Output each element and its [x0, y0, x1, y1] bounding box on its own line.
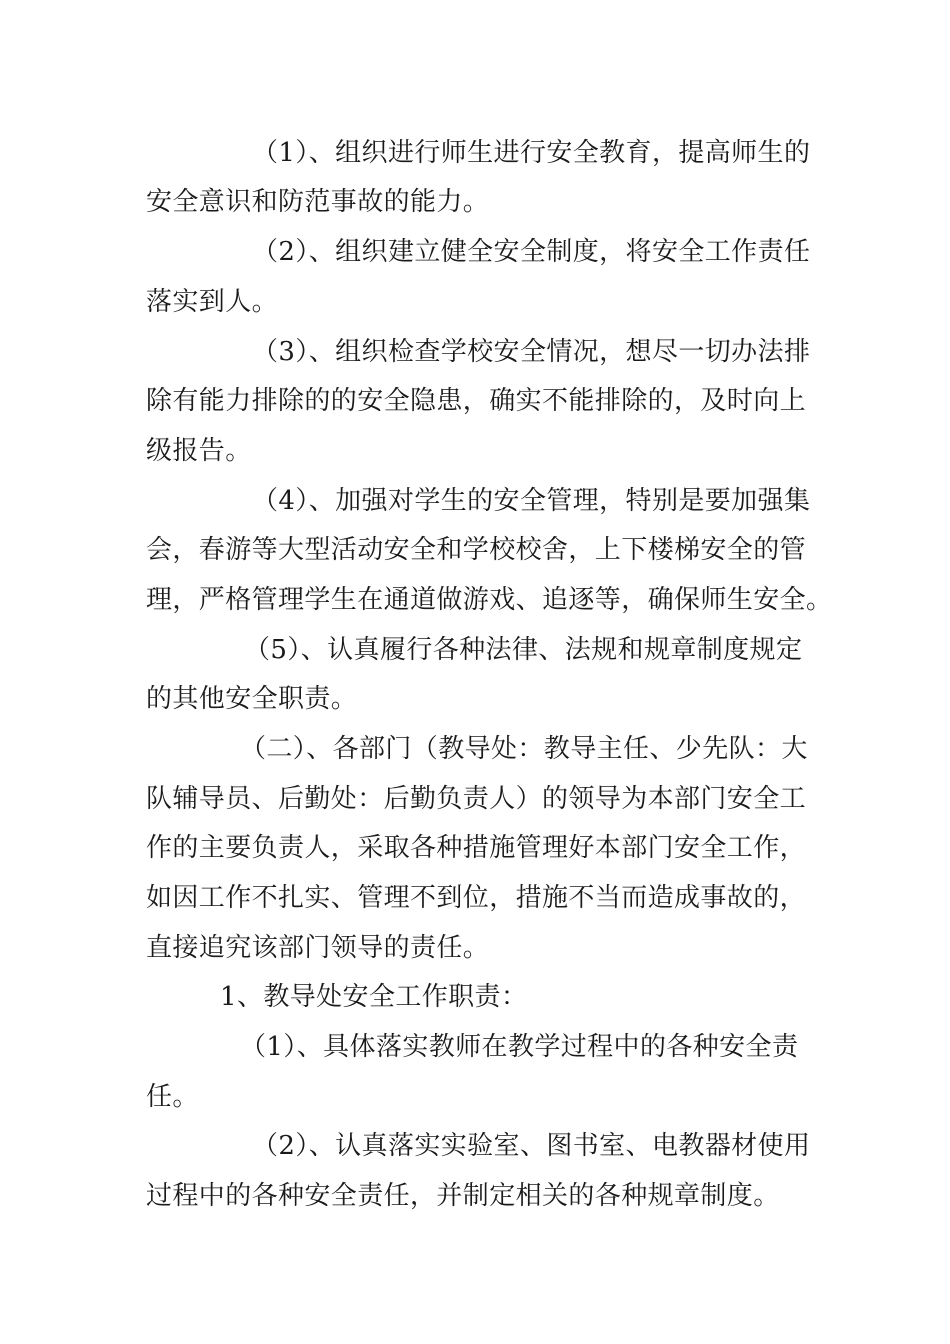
text-line: 过程中的各种安全责任，并制定相关的各种规章制度。	[146, 1181, 780, 1211]
text-line: 理，严格管理学生在通道做游戏、追逐等，确保师生安全。	[146, 585, 833, 615]
text-line: 队辅导员、后勤处：后勤负责人）的领导为本部门安全工	[146, 784, 807, 814]
text-line: 作的主要负责人，采取各种措施管理好本部门安全工作，	[146, 833, 807, 863]
text-line: 落实到人。	[146, 287, 279, 317]
text-line: 直接追究该部门领导的责任。	[146, 933, 490, 963]
text-line: （3）、组织检查学校安全情况，想尽一切办法排	[252, 337, 811, 367]
text-line: 安全意识和防范事故的能力。	[146, 187, 490, 217]
text-line: 级报告。	[146, 436, 252, 466]
text-line: （5）、认真履行各种法律、法规和规章制度规定	[244, 635, 803, 665]
text-line: （二）、各部门（教导处：教导主任、少先队：大	[240, 734, 808, 764]
text-line: （4）、加强对学生的安全管理，特别是要加强集	[252, 486, 811, 516]
text-line: （2）、认真落实实验室、图书室、电教器材使用	[252, 1131, 811, 1161]
text-line: 如因工作不扎实、管理不到位，措施不当而造成事故的，	[146, 883, 807, 913]
text-line: （1）、组织进行师生进行安全教育，提高师生的	[252, 138, 811, 168]
text-line: 除有能力排除的的安全隐患，确实不能排除的，及时向上	[146, 386, 807, 416]
text-line: （1）、具体落实教师在教学过程中的各种安全责	[240, 1032, 799, 1062]
text-line: （2）、组织建立健全安全制度，将安全工作责任	[252, 237, 811, 267]
text-line: 任。	[146, 1082, 199, 1112]
text-line: 会，春游等大型活动安全和学校校舍，上下楼梯安全的管	[146, 535, 807, 565]
text-line: 1、教导处安全工作职责：	[220, 982, 528, 1012]
text-line: 的其他安全职责。	[146, 684, 358, 714]
